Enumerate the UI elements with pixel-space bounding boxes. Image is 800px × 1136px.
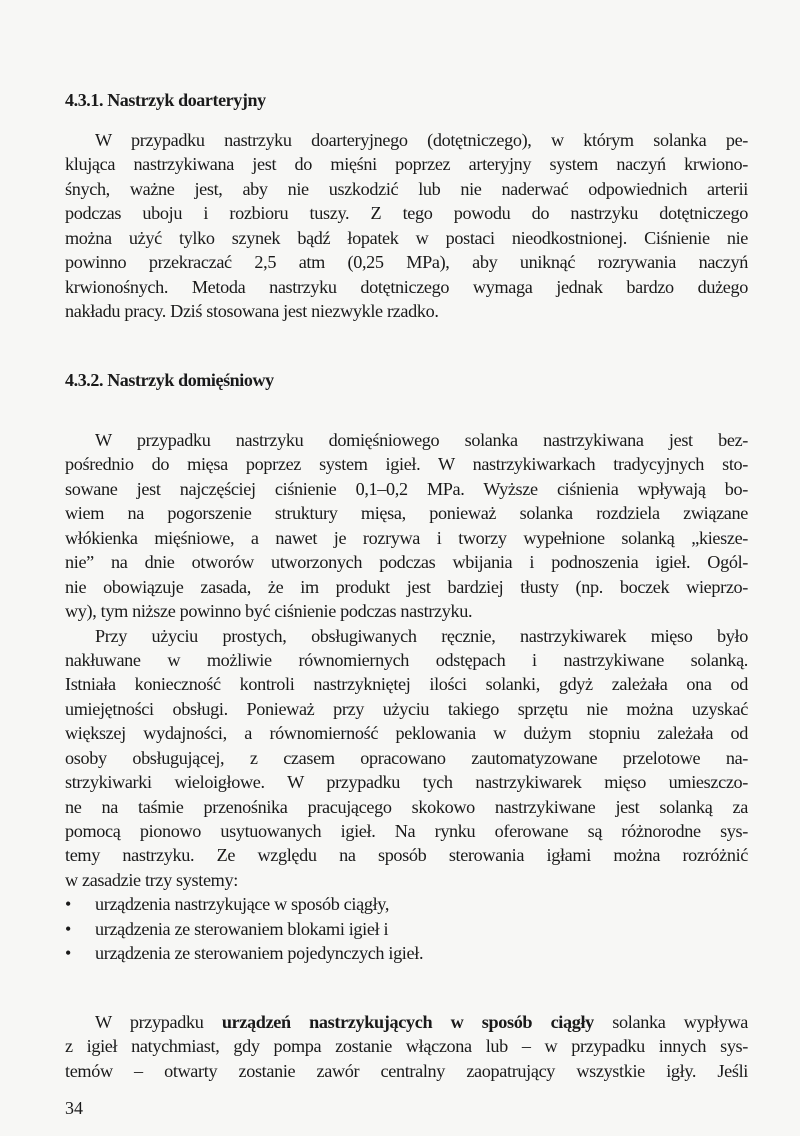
text-line: wiem na pogorszenie struktury mięsa, ponieważ solanka rozdziela związane bbox=[65, 503, 748, 524]
text-line: pomocą pionowo usytuowanych igieł. Na rynku oferowane są różnorodne sys- bbox=[65, 821, 748, 841]
text-line: powinno przekraczać 2,5 atm (0,25 MPa), aby uniknąć rozrywania naczyń bbox=[65, 252, 748, 273]
bullet-text: urządzenia ze sterowaniem blokami igieł i bbox=[95, 918, 389, 939]
bullet-text: urządzenia nastrzykujące w sposób ciągły, bbox=[95, 894, 390, 915]
text-line: nakłuwane w możliwie równomiernych odstępach i nastrzykiwane solanką. bbox=[65, 649, 748, 670]
text-line: nie obowiązuje zasada, że im produkt jest bardziej tłusty (np. boczek wieprzo- bbox=[65, 576, 748, 597]
text-line: Istniała konieczność kontroli nastrzykniętej ilości solanki, gdyż zależała ona od bbox=[65, 674, 748, 695]
bullet-text: urządzenia ze sterowaniem pojedynczych igieł. bbox=[95, 943, 424, 964]
text-line: W przypadku nastrzyku domięśniowego solanka nastrzykiwana jest bez- bbox=[95, 430, 748, 450]
text-line: temy nastrzyku. Ze względu na sposób sterowania igłami można rozróżnić bbox=[65, 845, 748, 866]
bullet-item bbox=[65, 892, 748, 916]
section-heading-4-3-1 bbox=[65, 88, 748, 112]
heading: 4.3.2. Nastrzyk domięśniowy bbox=[65, 370, 274, 390]
heading: 4.3.1. Nastrzyk doarteryjny bbox=[65, 90, 266, 110]
text-line: strzykiwarki wieloigłowe. W przypadku tych nastrzykiwarek mięso umieszczo- bbox=[65, 772, 748, 793]
text-line: temów – otwarty zostanie zawór centralny zaopatrujący wszystkie igły. Jeśli bbox=[65, 1060, 748, 1081]
text-line: można użyć tylko szynek bądź łopatek w postaci nieodkostnionej. Ciśnienie nie bbox=[65, 227, 748, 248]
bullet-icon: • bbox=[65, 894, 71, 915]
text-span: W przypadku bbox=[95, 1012, 222, 1032]
text-line: w zasadzie trzy systemy: bbox=[65, 869, 238, 890]
bullet-icon: • bbox=[65, 943, 71, 964]
text-line: sowane jest najczęściej ciśnienie 0,1–0,2 MPa. Wyższe ciśnienia wpływają bo- bbox=[65, 478, 748, 499]
text-line bbox=[65, 1010, 748, 1034]
text-line: nie” na dnie otworów utworzonych podczas wbijania i podnoszenia igieł. Ogól- bbox=[65, 552, 748, 573]
text-line: wy), tym niższe powinno być ciśnienie podczas nastrzyku. bbox=[65, 601, 473, 622]
text-line: W przypadku nastrzyku doarteryjnego (dotętniczego), w którym solanka pe- bbox=[95, 130, 748, 150]
page-number: 34 bbox=[65, 1098, 83, 1118]
paragraph-1 bbox=[65, 128, 748, 324]
text-line: nakładu pracy. Dziś stosowana jest niezwykle rzadko. bbox=[65, 301, 439, 322]
text-line: podczas uboju i rozbioru tuszy. Z tego powodu do nastrzyku dotętniczego bbox=[65, 203, 748, 224]
paragraph-4 bbox=[65, 1010, 748, 1083]
bullet-item bbox=[65, 941, 748, 965]
paragraph-2 bbox=[65, 428, 748, 966]
text-line: z igieł natychmiast, gdy pompa zostanie włączona lub – w przypadku innych sys- bbox=[65, 1036, 748, 1057]
text-line: włókienka mięśniowe, a nawet je rozrywa i tworzy wypełnione solanką „kiesze- bbox=[65, 527, 748, 548]
text-line: pośrednio do mięsa poprzez system igieł. W nastrzykiwarkach tradycyjnych sto- bbox=[65, 454, 748, 475]
text-line: śnych, ważne jest, aby nie uszkodzić lub nie naderwać odpowiednich arterii bbox=[65, 178, 748, 199]
section-heading-4-3-2 bbox=[65, 368, 748, 392]
text-line: większej wydajności, a równomierność peklowania w dużym stopniu zależała od bbox=[65, 723, 748, 744]
text-line: klująca nastrzykiwana jest do mięśni poprzez arteryjny system naczyń krwiono- bbox=[65, 154, 748, 175]
text-line: Przy użyciu prostych, obsługiwanych ręcznie, nastrzykiwarek mięso było bbox=[95, 625, 748, 646]
text-line: ne na taśmie przenośnika pracującego skokowo nastrzykiwane jest solanką za bbox=[65, 796, 748, 817]
bold-term: urządzeń nastrzykujących w sposób ciągły bbox=[221, 1012, 594, 1032]
text-span: solanka wypływa bbox=[593, 1012, 749, 1032]
bullet-icon: • bbox=[65, 918, 71, 939]
bullet-item bbox=[65, 917, 748, 941]
text-line: umiejętności obsługi. Ponieważ przy użyciu takiego sprzętu nie można uzyskać bbox=[65, 698, 748, 719]
text-line: osoby obsługującej, z czasem opracowano zautomatyzowane przelotowe na- bbox=[65, 747, 748, 768]
text-line: krwionośnych. Metoda nastrzyku dotętniczego wymaga jednak bardzo dużego bbox=[65, 276, 748, 297]
